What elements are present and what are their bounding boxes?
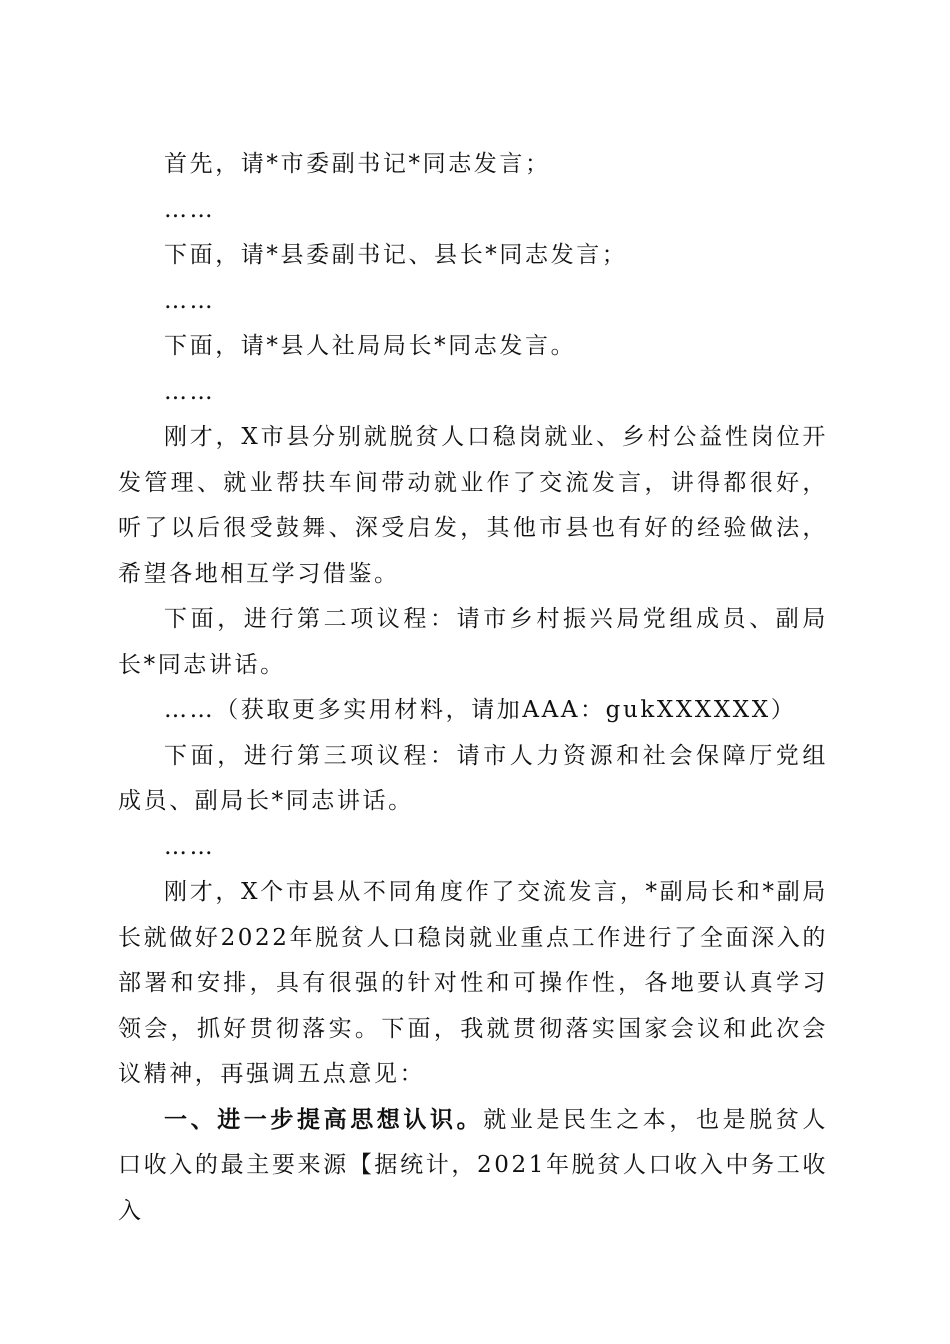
section-one-heading: 一、进一步提高思想认识。 [164, 1106, 484, 1133]
paragraph-ellipsis-note: ……（获取更多实用材料，请加AAA：gukXXXXXX） [164, 697, 797, 723]
paragraph-second-speaker: 下面，请*县委副书记、县长*同志发言； [164, 242, 628, 268]
ellipsis-line: …… [164, 287, 216, 314]
ellipsis-line: …… [164, 196, 216, 223]
section-one-text: 就业是民生之本，也是脱贫人口收入的最主要来源【据统计，2021年脱贫人口收入中务工收入 [118, 1106, 828, 1224]
paragraph-summary-exchange: 刚才，X市县分别就脱贫人口稳岗就业、乡村公益性岗位开发管理、就业帮扶车间带动就业作了交流发言，讲得都很好，听了以后很受鼓舞、深受启发，其他市县也有好的经验做法，希望各地相互学习借鉴。 [118, 424, 828, 587]
ellipsis-line: …… [164, 833, 216, 860]
ellipsis-line: …… [164, 378, 216, 405]
paragraph-summary-remarks: 刚才，X个市县从不同角度作了交流发言，*副局长和*副局长就做好2022年脱贫人口稳岗就业重点工作进行了全面深入的部署和安排，具有很强的针对性和可操作性，各地要认真学习领会，抓好贯彻落实。下面，我就贯彻落实国家会议和此次会议精神，再强调五点意见： [118, 879, 828, 1087]
document-body [118, 142, 828, 1234]
paragraph-agenda-three: 下面，进行第三项议程：请市人力资源和社会保障厅党组成员、副局长*同志讲话。 [118, 742, 828, 814]
paragraph-section-one [118, 1098, 828, 1235]
paragraph-first-speaker: 首先，请*市委副书记*同志发言； [164, 151, 551, 177]
paragraph-third-speaker: 下面，请*县人社局局长*同志发言。 [164, 333, 577, 359]
paragraph-agenda-two: 下面，进行第二项议程：请市乡村振兴局党组成员、副局长*同志讲话。 [118, 606, 828, 678]
